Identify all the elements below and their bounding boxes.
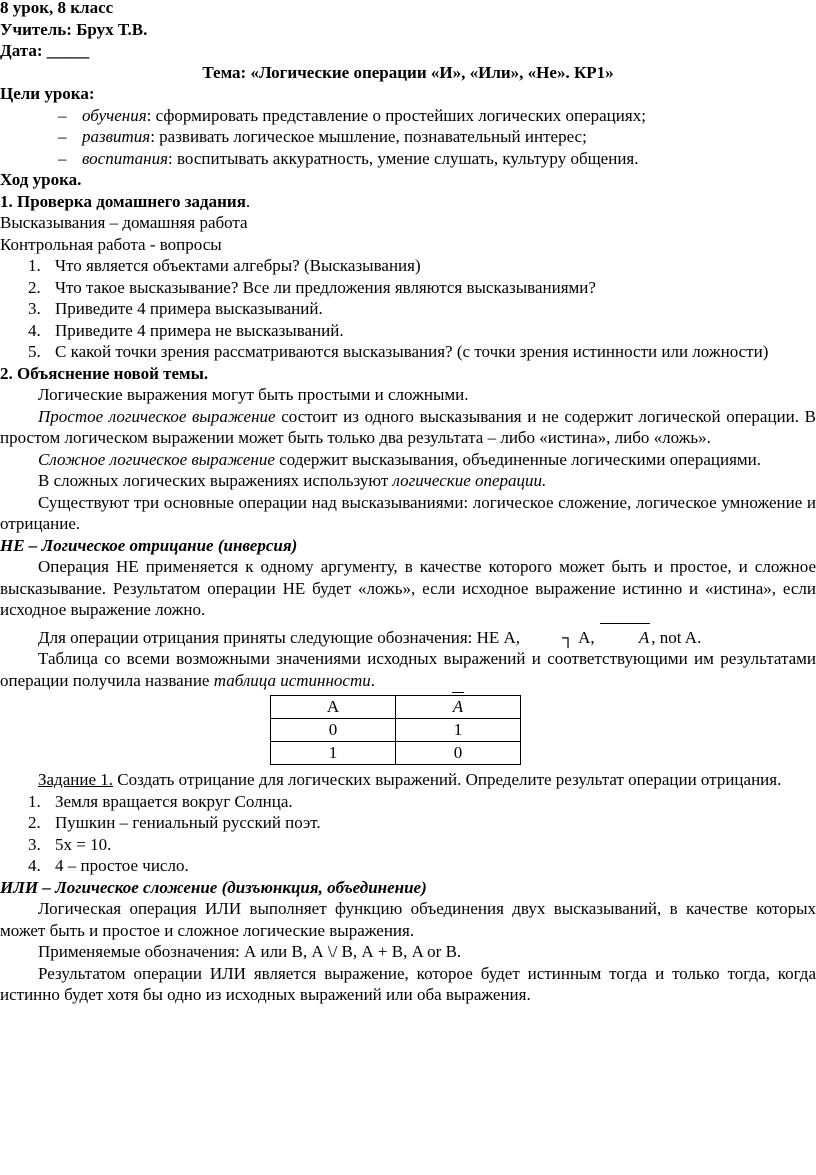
goals-heading: Цели урока: bbox=[0, 84, 95, 103]
table-header-row bbox=[271, 696, 521, 719]
section1-heading: 1. Проверка домашнего задания. bbox=[0, 191, 251, 211]
paragraph: Таблица со всеми возможными значениями исходных выражений и соответствующими им результатами операции получила название таблица истинности. bbox=[0, 649, 816, 690]
not-heading: НЕ – Логическое отрицание (инверсия) bbox=[0, 535, 298, 555]
questions-list bbox=[0, 255, 816, 363]
goal-text: : воспитывать аккуратность, умение слушать, культуру общения. bbox=[168, 148, 639, 168]
paragraph: Простое логическое выражение состоит из одного высказывания и не содержит логической операции. В простом логическом выражении может быть только два результата – либо «истина», либо «ложь». bbox=[0, 406, 816, 447]
goal-item: – воспитания: воспитывать аккуратность, умение слушать, культуру общения. bbox=[58, 148, 639, 168]
list-item: 3. Приведите 4 примера высказываний. bbox=[28, 299, 323, 318]
paragraph: Результатом операции ИЛИ является выражение, которое будет истинным тогда и только тогда, когда истинно будет хотя бы одно из исходных выражений или оба выражения. bbox=[0, 963, 816, 1004]
section1-line: Контрольная работа - вопросы bbox=[0, 234, 222, 254]
section2-heading: 2. Объяснение новой темы. bbox=[0, 363, 209, 383]
list-item: 4. 4 – простое число. bbox=[28, 856, 189, 875]
list-item: 1. Земля вращается вокруг Солнца. bbox=[28, 791, 293, 811]
section1-line: Высказывания – домашняя работа bbox=[0, 213, 248, 232]
table-cell: 0 bbox=[271, 719, 396, 742]
list-item: 5. С какой точки зрения рассматриваются высказывания? (с точки зрения истинности или ложности) bbox=[28, 342, 769, 361]
goal-text: : развивать логическое мышление, познавательный интерес; bbox=[150, 127, 587, 146]
table-row bbox=[271, 742, 521, 765]
paragraph: Существуют три основные операции над высказываниями: логическое сложение, логическое умножение и отрицание. bbox=[0, 492, 816, 533]
goal-label: развития bbox=[82, 127, 151, 146]
table-row bbox=[271, 719, 521, 742]
paragraph: Логическая операция ИЛИ выполняет функцию объединения двух высказываний, в качестве которых может быть и простое и сложное логические выражения. bbox=[0, 899, 816, 940]
paragraph: Для операции отрицания приняты следующие обозначения: НЕ А, ┐ А, A , not A. bbox=[38, 627, 702, 647]
goal-text: : сформировать представление о простейших логических операциях; bbox=[146, 105, 646, 125]
goal-item: – развития: развивать логическое мышление, познавательный интерес; bbox=[58, 127, 587, 146]
paragraph: Логические выражения могут быть простыми и сложными. bbox=[38, 385, 469, 404]
tasks-list bbox=[0, 791, 816, 877]
table-cell: 1 bbox=[271, 742, 396, 765]
paragraph: Сложное логическое выражение содержит высказывания, объединенные логическими операциями. bbox=[38, 449, 762, 469]
paragraph: Операция НЕ применяется к одному аргументу, в качестве которого может быть и простое, и сложное высказывание. Результатом операции НЕ будет «ложь», если исходное выражение истинно и «истина», если исходное выражение ложно. bbox=[0, 557, 816, 619]
table-header-cell: A bbox=[396, 696, 521, 719]
date-line: Дата: _____ bbox=[0, 41, 90, 60]
truth-table-not bbox=[270, 695, 521, 765]
paragraph: Задание 1. Создать отрицание для логических выражений. Определите результат операции отрицания. bbox=[38, 770, 782, 789]
table-cell: 1 bbox=[396, 719, 521, 742]
teacher-line: Учитель: Брух Т.В. bbox=[0, 19, 148, 39]
list-item: 2. Пушкин – гениальный русский поэт. bbox=[28, 813, 321, 832]
progress-heading: Ход урока. bbox=[0, 170, 82, 189]
list-item: 1. Что является объектами алгебры? (Высказывания) bbox=[28, 256, 421, 275]
negation-symbol: A bbox=[599, 627, 651, 649]
table-header-cell: A bbox=[271, 696, 396, 719]
goal-label: воспитания bbox=[82, 148, 169, 168]
topic-title: Тема: «Логические операции «И», «Или», «Не». КР1» bbox=[202, 62, 614, 82]
goal-label: обучения bbox=[82, 105, 147, 125]
or-heading: ИЛИ – Логическое сложение (дизъюнкция, объединение) bbox=[0, 877, 427, 897]
paragraph: Применяемые обозначения: А или В, А \/ В, А + В, A or B. bbox=[38, 942, 462, 961]
goal-item: – обучения: сформировать представление о простейших логических операциях; bbox=[58, 105, 646, 125]
list-item: 3. 5x = 10. bbox=[28, 834, 112, 854]
table-cell: 0 bbox=[396, 742, 521, 765]
list-item: 2. Что такое высказывание? Все ли предложения являются высказываниями? bbox=[28, 277, 596, 297]
paragraph: В сложных логических выражениях используют логические операции. bbox=[38, 471, 547, 490]
lesson-line: 8 урок, 8 класс bbox=[0, 0, 114, 17]
list-item: 4. Приведите 4 примера не высказываний. bbox=[28, 320, 344, 340]
